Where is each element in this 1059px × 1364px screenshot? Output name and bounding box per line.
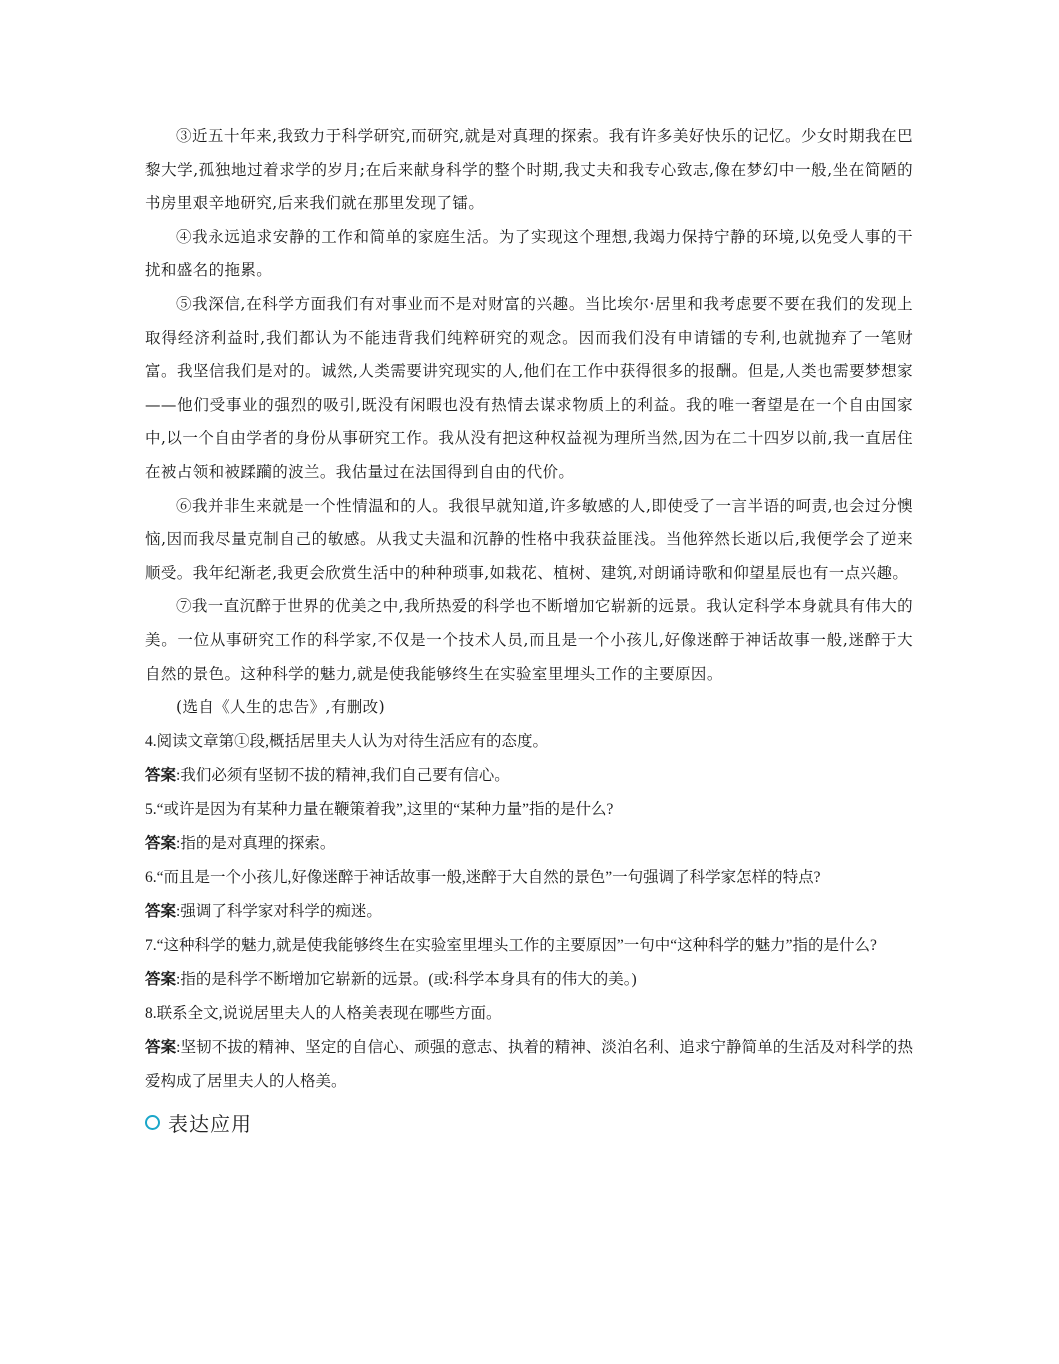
answer-label: 答案 bbox=[145, 1038, 177, 1056]
answer-text: :强调了科学家对科学的痴迷。 bbox=[176, 902, 382, 920]
document-page bbox=[145, 120, 913, 1141]
question-text: 7.“这种科学的魅力,就是使我能够终生在实验室里埋头工作的主要原因”一句中“这种科学的魅力”指的是什么? bbox=[145, 936, 877, 954]
circle-bullet-icon bbox=[145, 1115, 160, 1130]
question-item-6 bbox=[145, 861, 913, 929]
passage-paragraph-6: ⑥我并非生来就是一个性情温和的人。我很早就知道,许多敏感的人,即使受了一言半语的呵责,也会过分懊恼,因而我尽量克制自己的敏感。从我丈夫温和沉静的性格中我获益匪浅。当他猝然长逝以后,我便学会了逆来顺受。我年纪渐老,我更会欣赏生活中的种种琐事,如栽花、植树、建筑,对朗诵诗歌和仰望星辰也有一点兴趣。 bbox=[145, 496, 913, 582]
answer-line bbox=[145, 963, 913, 997]
question-text: 5.“或许是因为有某种力量在鞭策着我”,这里的“某种力量”指的是什么? bbox=[145, 800, 614, 818]
section-heading bbox=[145, 1105, 913, 1141]
passage-paragraph-4: ④我永远追求安静的工作和简单的家庭生活。为了实现这个理想,我竭力保持宁静的环境,以免受人事的干扰和盛名的拖累。 bbox=[145, 227, 913, 280]
answer-text: :指的是科学不断增加它崭新的远景。(或:科学本身具有的伟大的美。) bbox=[176, 970, 637, 988]
section-title: 表达应用 bbox=[168, 1112, 252, 1137]
question-item-4 bbox=[145, 725, 913, 793]
answer-line bbox=[145, 1031, 913, 1099]
question-item-5 bbox=[145, 793, 913, 861]
answer-label: 答案 bbox=[145, 766, 177, 784]
answer-label: 答案 bbox=[145, 970, 177, 988]
reading-passage bbox=[145, 120, 913, 725]
passage-paragraph-7: ⑦我一直沉醉于世界的优美之中,我所热爱的科学也不断增加它崭新的远景。我认定科学本身就具有伟大的美。一位从事研究工作的科学家,不仅是一个技术人员,而且是一个小孩儿,好像迷醉于神话故事一般,迷醉于大自然的景色。这种科学的魅力,就是使我能够终生在实验室里埋头工作的主要原因。 bbox=[145, 597, 913, 683]
answer-line bbox=[145, 759, 913, 793]
question-list bbox=[145, 725, 913, 1099]
answer-text: :我们必须有坚韧不拔的精神,我们自己要有信心。 bbox=[176, 766, 510, 784]
question-text: 8.联系全文,说说居里夫人的人格美表现在哪些方面。 bbox=[145, 1004, 502, 1022]
answer-label: 答案 bbox=[145, 834, 177, 852]
answer-line bbox=[145, 827, 913, 861]
question-text: 6.“而且是一个小孩儿,好像迷醉于神话故事一般,迷醉于大自然的景色”一句强调了科学家怎样的特点? bbox=[145, 868, 821, 886]
question-item-7 bbox=[145, 929, 913, 997]
passage-source: (选自《人生的忠告》,有删改) bbox=[176, 698, 386, 717]
answer-text: :坚韧不拔的精神、坚定的自信心、顽强的意志、执着的精神、淡泊名利、追求宁静简单的生活及对科学的热爱构成了居里夫人的人格美。 bbox=[145, 1038, 913, 1090]
answer-text: :指的是对真理的探索。 bbox=[176, 834, 336, 852]
answer-line bbox=[145, 895, 913, 929]
question-item-8 bbox=[145, 997, 913, 1099]
answer-label: 答案 bbox=[145, 902, 177, 920]
question-text: 4.阅读文章第①段,概括居里夫人认为对待生活应有的态度。 bbox=[145, 732, 549, 750]
passage-paragraph-5: ⑤我深信,在科学方面我们有对事业而不是对财富的兴趣。当比埃尔·居里和我考虑要不要在我们的发现上取得经济利益时,我们都认为不能违背我们纯粹研究的观念。因而我们没有申请镭的专利,也就抛弃了一笔财富。我坚信我们是对的。诚然,人类需要讲究现实的人,他们在工作中获得很多的报酬。但是,人类也需要梦想家——他们受事业的强烈的吸引,既没有闲暇也没有热情去谋求物质上的利益。我的唯一奢望是在一个自由国家中,以一个自由学者的身份从事研究工作。我从没有把这种权益视为理所当然,因为在二十四岁以前,我一直居住在被占领和被蹂躏的波兰。我估量过在法国得到自由的代价。 bbox=[145, 294, 913, 481]
passage-paragraph-3: ③近五十年来,我致力于科学研究,而研究,就是对真理的探索。我有许多美好快乐的记忆。少女时期我在巴黎大学,孤独地过着求学的岁月;在后来献身科学的整个时期,我丈夫和我专心致志,像在梦幻中一般,坐在简陋的书房里艰辛地研究,后来我们就在那里发现了镭。 bbox=[145, 127, 913, 213]
